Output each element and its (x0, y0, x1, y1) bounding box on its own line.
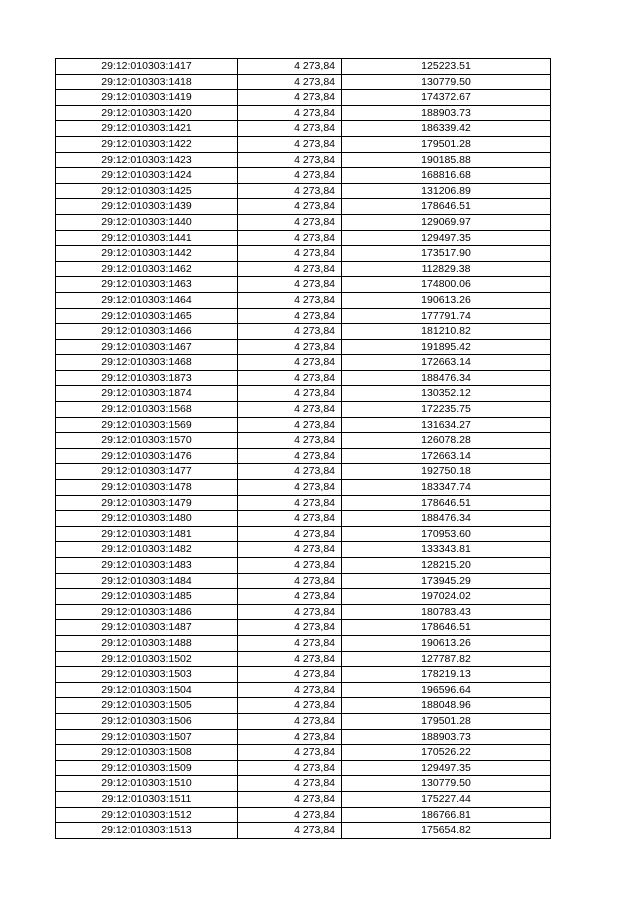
table-row (56, 339, 551, 355)
area-cell: 4 273,84 (238, 324, 342, 340)
cadastral-number-cell: 29:12:010303:1468 (56, 355, 238, 371)
cadastral-number-cell: 29:12:010303:1418 (56, 74, 238, 90)
area-cell: 4 273,84 (238, 776, 342, 792)
area-cell: 4 273,84 (238, 230, 342, 246)
cadastral-number-cell: 29:12:010303:1511 (56, 791, 238, 807)
table-row (56, 604, 551, 620)
value-cell: 172663.14 (342, 448, 551, 464)
value-cell: 170526.22 (342, 745, 551, 761)
table-row (56, 261, 551, 277)
value-cell: 129069.97 (342, 214, 551, 230)
table-row (56, 480, 551, 496)
area-cell: 4 273,84 (238, 183, 342, 199)
table-row (56, 713, 551, 729)
area-cell: 4 273,84 (238, 745, 342, 761)
value-cell: 186339.42 (342, 121, 551, 137)
table-row (56, 729, 551, 745)
value-cell: 131634.27 (342, 417, 551, 433)
cadastral-number-cell: 29:12:010303:1420 (56, 105, 238, 121)
area-cell: 4 273,84 (238, 651, 342, 667)
value-cell: 174372.67 (342, 90, 551, 106)
table-row (56, 651, 551, 667)
table-row (56, 511, 551, 527)
table-row (56, 105, 551, 121)
area-cell: 4 273,84 (238, 589, 342, 605)
value-cell: 130352.12 (342, 386, 551, 402)
cadastral-number-cell: 29:12:010303:1422 (56, 136, 238, 152)
value-cell: 180783.43 (342, 604, 551, 620)
cadastral-number-cell: 29:12:010303:1477 (56, 464, 238, 480)
value-cell: 174800.06 (342, 277, 551, 293)
table-row (56, 74, 551, 90)
table-row (56, 308, 551, 324)
area-cell: 4 273,84 (238, 246, 342, 262)
value-cell: 190185.88 (342, 152, 551, 168)
cadastral-number-cell: 29:12:010303:1423 (56, 152, 238, 168)
value-cell: 130779.50 (342, 74, 551, 90)
table-row (56, 136, 551, 152)
cadastral-number-cell: 29:12:010303:1481 (56, 526, 238, 542)
table-row (56, 292, 551, 308)
cadastral-number-cell: 29:12:010303:1479 (56, 495, 238, 511)
cadastral-number-cell: 29:12:010303:1417 (56, 59, 238, 75)
cadastral-number-cell: 29:12:010303:1466 (56, 324, 238, 340)
cadastral-number-cell: 29:12:010303:1480 (56, 511, 238, 527)
cadastral-number-cell: 29:12:010303:1465 (56, 308, 238, 324)
table-row (56, 214, 551, 230)
cadastral-number-cell: 29:12:010303:1463 (56, 277, 238, 293)
table-row (56, 417, 551, 433)
area-cell: 4 273,84 (238, 604, 342, 620)
value-cell: 173945.29 (342, 573, 551, 589)
cadastral-number-cell: 29:12:010303:1569 (56, 417, 238, 433)
cadastral-number-cell: 29:12:010303:1512 (56, 807, 238, 823)
value-cell: 172663.14 (342, 355, 551, 371)
table-row (56, 760, 551, 776)
area-cell: 4 273,84 (238, 448, 342, 464)
area-cell: 4 273,84 (238, 105, 342, 121)
area-cell: 4 273,84 (238, 261, 342, 277)
cadastral-number-cell: 29:12:010303:1505 (56, 698, 238, 714)
area-cell: 4 273,84 (238, 760, 342, 776)
table-row (56, 448, 551, 464)
area-cell: 4 273,84 (238, 620, 342, 636)
value-cell: 131206.89 (342, 183, 551, 199)
table-row (56, 277, 551, 293)
table-row (56, 183, 551, 199)
area-cell: 4 273,84 (238, 74, 342, 90)
value-cell: 129497.35 (342, 230, 551, 246)
area-cell: 4 273,84 (238, 464, 342, 480)
value-cell: 196596.64 (342, 682, 551, 698)
table-row (56, 558, 551, 574)
area-cell: 4 273,84 (238, 791, 342, 807)
value-cell: 172235.75 (342, 402, 551, 418)
area-cell: 4 273,84 (238, 682, 342, 698)
table-row (56, 698, 551, 714)
area-cell: 4 273,84 (238, 433, 342, 449)
area-cell: 4 273,84 (238, 370, 342, 386)
area-cell: 4 273,84 (238, 511, 342, 527)
table-row (56, 745, 551, 761)
value-cell: 181210.82 (342, 324, 551, 340)
area-cell: 4 273,84 (238, 386, 342, 402)
area-cell: 4 273,84 (238, 277, 342, 293)
table-row (56, 152, 551, 168)
area-cell: 4 273,84 (238, 635, 342, 651)
value-cell: 190613.26 (342, 292, 551, 308)
value-cell: 133343.81 (342, 542, 551, 558)
cadastral-number-cell: 29:12:010303:1464 (56, 292, 238, 308)
table-row (56, 433, 551, 449)
table-row (56, 90, 551, 106)
value-cell: 168816.68 (342, 168, 551, 184)
value-cell: 129497.35 (342, 760, 551, 776)
cadastral-value-table (55, 58, 551, 839)
area-cell: 4 273,84 (238, 292, 342, 308)
area-cell: 4 273,84 (238, 823, 342, 839)
area-cell: 4 273,84 (238, 214, 342, 230)
cadastral-number-cell: 29:12:010303:1568 (56, 402, 238, 418)
area-cell: 4 273,84 (238, 168, 342, 184)
area-cell: 4 273,84 (238, 136, 342, 152)
table-row (56, 776, 551, 792)
table-row (56, 464, 551, 480)
value-cell: 190613.26 (342, 635, 551, 651)
cadastral-number-cell: 29:12:010303:1873 (56, 370, 238, 386)
cadastral-number-cell: 29:12:010303:1485 (56, 589, 238, 605)
table-row (56, 542, 551, 558)
table-row (56, 791, 551, 807)
table-row (56, 667, 551, 683)
value-cell: 130779.50 (342, 776, 551, 792)
value-cell: 188476.34 (342, 370, 551, 386)
area-cell: 4 273,84 (238, 339, 342, 355)
cadastral-number-cell: 29:12:010303:1507 (56, 729, 238, 745)
table-row (56, 620, 551, 636)
table-row (56, 589, 551, 605)
cadastral-number-cell: 29:12:010303:1478 (56, 480, 238, 496)
cadastral-number-cell: 29:12:010303:1476 (56, 448, 238, 464)
value-cell: 175654.82 (342, 823, 551, 839)
value-cell: 179501.28 (342, 136, 551, 152)
value-cell: 173517.90 (342, 246, 551, 262)
table-row (56, 121, 551, 137)
area-cell: 4 273,84 (238, 542, 342, 558)
cadastral-number-cell: 29:12:010303:1442 (56, 246, 238, 262)
value-cell: 178646.51 (342, 620, 551, 636)
table-row (56, 168, 551, 184)
value-cell: 175227.44 (342, 791, 551, 807)
value-cell: 188476.34 (342, 511, 551, 527)
cadastral-number-cell: 29:12:010303:1508 (56, 745, 238, 761)
area-cell: 4 273,84 (238, 558, 342, 574)
area-cell: 4 273,84 (238, 729, 342, 745)
area-cell: 4 273,84 (238, 495, 342, 511)
table-row (56, 526, 551, 542)
cadastral-number-cell: 29:12:010303:1509 (56, 760, 238, 776)
cadastral-number-cell: 29:12:010303:1424 (56, 168, 238, 184)
value-cell: 186766.81 (342, 807, 551, 823)
cadastral-number-cell: 29:12:010303:1483 (56, 558, 238, 574)
value-cell: 178646.51 (342, 495, 551, 511)
cadastral-number-cell: 29:12:010303:1504 (56, 682, 238, 698)
cadastral-number-cell: 29:12:010303:1874 (56, 386, 238, 402)
table-row (56, 573, 551, 589)
table-row (56, 355, 551, 371)
value-cell: 197024.02 (342, 589, 551, 605)
area-cell: 4 273,84 (238, 90, 342, 106)
area-cell: 4 273,84 (238, 355, 342, 371)
table-row (56, 324, 551, 340)
area-cell: 4 273,84 (238, 807, 342, 823)
table-body (56, 59, 551, 839)
table-row (56, 682, 551, 698)
cadastral-number-cell: 29:12:010303:1462 (56, 261, 238, 277)
table-row (56, 495, 551, 511)
area-cell: 4 273,84 (238, 526, 342, 542)
area-cell: 4 273,84 (238, 402, 342, 418)
value-cell: 125223.51 (342, 59, 551, 75)
value-cell: 127787.82 (342, 651, 551, 667)
value-cell: 188048.96 (342, 698, 551, 714)
area-cell: 4 273,84 (238, 199, 342, 215)
area-cell: 4 273,84 (238, 573, 342, 589)
value-cell: 112829.38 (342, 261, 551, 277)
value-cell: 191895.42 (342, 339, 551, 355)
value-cell: 192750.18 (342, 464, 551, 480)
cadastral-number-cell: 29:12:010303:1441 (56, 230, 238, 246)
cadastral-number-cell: 29:12:010303:1570 (56, 433, 238, 449)
cadastral-number-cell: 29:12:010303:1419 (56, 90, 238, 106)
table-row (56, 807, 551, 823)
area-cell: 4 273,84 (238, 152, 342, 168)
cadastral-number-cell: 29:12:010303:1513 (56, 823, 238, 839)
area-cell: 4 273,84 (238, 713, 342, 729)
value-cell: 179501.28 (342, 713, 551, 729)
table-row (56, 370, 551, 386)
value-cell: 188903.73 (342, 105, 551, 121)
area-cell: 4 273,84 (238, 121, 342, 137)
cadastral-number-cell: 29:12:010303:1502 (56, 651, 238, 667)
table-row (56, 230, 551, 246)
cadastral-number-cell: 29:12:010303:1467 (56, 339, 238, 355)
cadastral-number-cell: 29:12:010303:1482 (56, 542, 238, 558)
table-row (56, 635, 551, 651)
area-cell: 4 273,84 (238, 417, 342, 433)
cadastral-number-cell: 29:12:010303:1488 (56, 635, 238, 651)
cadastral-number-cell: 29:12:010303:1506 (56, 713, 238, 729)
table-row (56, 246, 551, 262)
area-cell: 4 273,84 (238, 59, 342, 75)
value-cell: 188903.73 (342, 729, 551, 745)
area-cell: 4 273,84 (238, 480, 342, 496)
cadastral-number-cell: 29:12:010303:1486 (56, 604, 238, 620)
cadastral-number-cell: 29:12:010303:1421 (56, 121, 238, 137)
table-row (56, 59, 551, 75)
value-cell: 126078.28 (342, 433, 551, 449)
area-cell: 4 273,84 (238, 698, 342, 714)
table-row (56, 402, 551, 418)
table-row (56, 823, 551, 839)
value-cell: 183347.74 (342, 480, 551, 496)
cadastral-number-cell: 29:12:010303:1440 (56, 214, 238, 230)
value-cell: 170953.60 (342, 526, 551, 542)
cadastral-number-cell: 29:12:010303:1487 (56, 620, 238, 636)
cadastral-number-cell: 29:12:010303:1425 (56, 183, 238, 199)
cadastral-number-cell: 29:12:010303:1503 (56, 667, 238, 683)
cadastral-number-cell: 29:12:010303:1510 (56, 776, 238, 792)
table-row (56, 386, 551, 402)
value-cell: 128215.20 (342, 558, 551, 574)
cadastral-number-cell: 29:12:010303:1484 (56, 573, 238, 589)
area-cell: 4 273,84 (238, 308, 342, 324)
table-row (56, 199, 551, 215)
area-cell: 4 273,84 (238, 667, 342, 683)
cadastral-number-cell: 29:12:010303:1439 (56, 199, 238, 215)
value-cell: 177791.74 (342, 308, 551, 324)
value-cell: 178219.13 (342, 667, 551, 683)
value-cell: 178646.51 (342, 199, 551, 215)
